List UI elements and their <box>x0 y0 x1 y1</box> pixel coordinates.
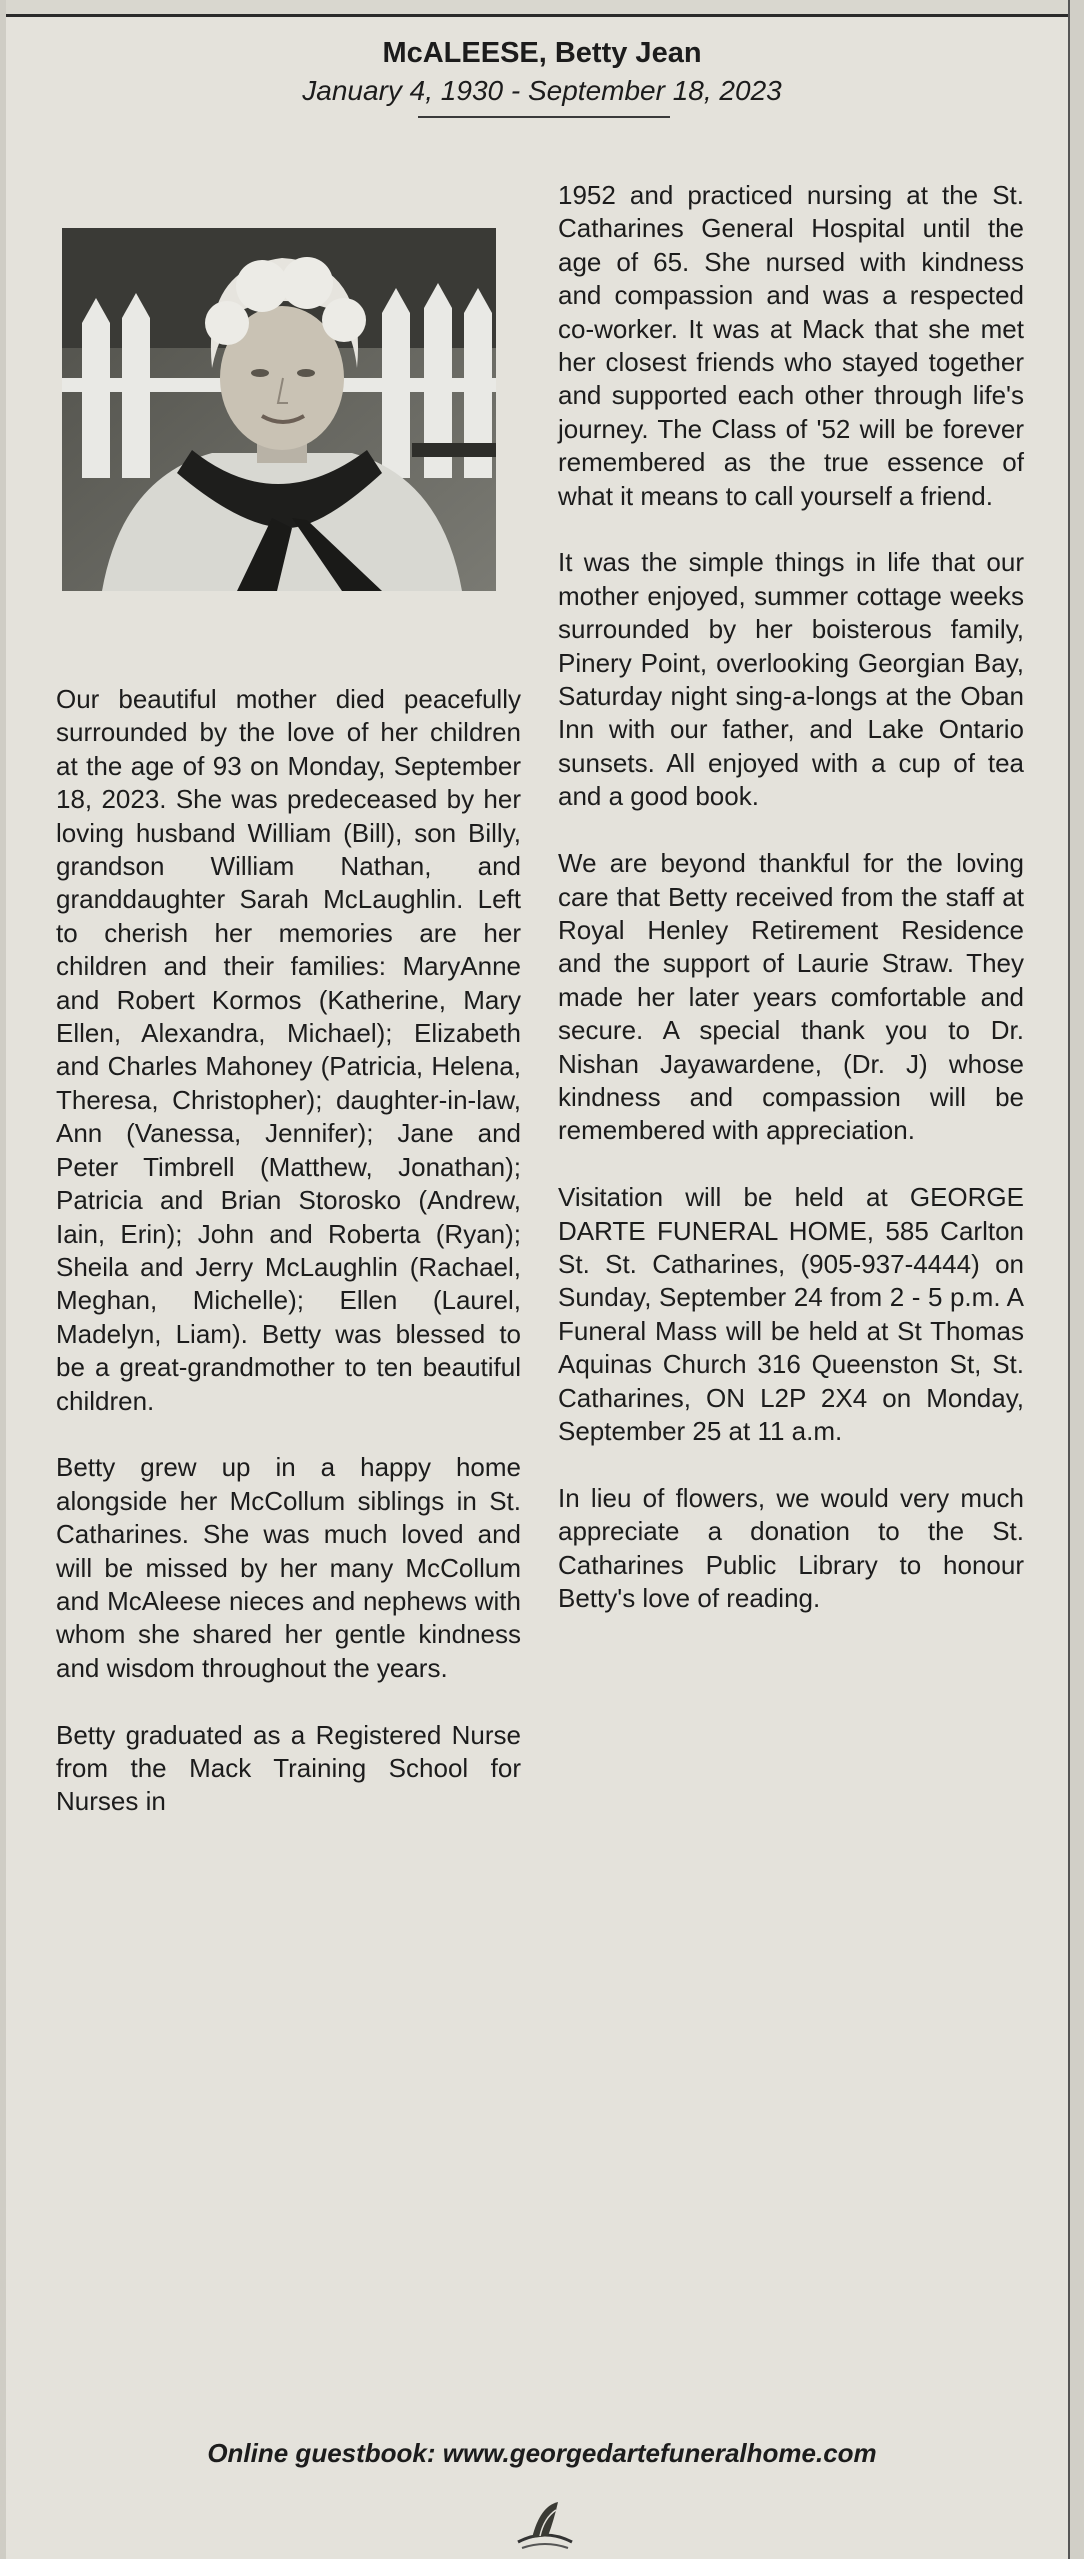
header-divider <box>418 116 670 118</box>
paragraph-early-life: Betty grew up in a happy home alongside her McCollum siblings in St. Catharines. She was much loved and will be missed by her many McCollum and McAleese nieces and nephews with whom she shared her gentle kindness and wisdom throughout the years. <box>56 1452 521 1683</box>
paragraph-donations: In lieu of flowers, we would very much appreciate a donation to the St. Catharines Public Library to honour Betty's love of reading. <box>558 1482 1024 1613</box>
portrait-photo <box>62 228 496 591</box>
adjacent-column-edge <box>1068 0 1084 2559</box>
paragraph-thanks: We are beyond thankful for the loving care that Betty received from the staff at Royal Henley Retirement Residence and the support of Laurie Straw. They made her later years comfortable and secure. A special thank you to Dr. Nishan Jayawardene, (Dr. J) whose kindness and compassion will be remembered with appreciation. <box>558 848 1024 1146</box>
top-border-rule <box>0 0 1084 17</box>
funeral-home-logo <box>510 2498 580 2554</box>
deceased-name: McALEESE, Betty Jean <box>382 37 702 69</box>
paragraph-simple-things: It was the simple things in life that our mother enjoyed, summer cottage weeks surrounded by her boisterous family, Pinery Point, overlooking Georgian Bay, Saturday night sing-a-longs at the Oban Inn with our father, and Lake Ontario sunsets. All enjoyed with a cup of tea and a good book. <box>558 547 1024 812</box>
paragraph-visitation: Visitation will be held at GEORGE DARTE FUNERAL HOME, 585 Carlton St. St. Catharines, (905-937-4444) on Sunday, September 24 from 2 - 5 p.m. A Funeral Mass will be held at St Thomas Aquinas Church 316 Queenston St, St. Catharines, ON L2P 2X4 on Monday, September 25 at 11 a.m. <box>558 1182 1024 1446</box>
obituary-header <box>0 34 1084 110</box>
online-guestbook-line: Online guestbook: www.georgedartefuneralhome.com <box>207 2438 877 2468</box>
left-text-column <box>56 683 521 1852</box>
paragraph-nursing-start: Betty graduated as a Registered Nurse from the Mack Training School for Nurses in <box>56 1719 521 1817</box>
left-page-edge <box>0 0 6 2559</box>
paragraph-nursing-career: 1952 and practiced nursing at the St. Catharines General Hospital until the age of 65. She nursed with kindness and compassion and was a respected co-worker. It was at Mack that she met her closest friends who stayed together and supported each other through life's journey. The Class of '52 will be forever remembered as the true essence of what it means to call yourself a friend. <box>558 180 1024 511</box>
right-text-column <box>558 179 1024 1649</box>
paragraph-death-notice: Our beautiful mother died peacefully surrounded by the love of her children at the age of 93 on Monday, September 18, 2023. She was predeceased by her loving husband William (Bill), son Billy, grandson William Nathan, and granddaughter Sarah McLaughlin. Left to cherish her memories are her children and their families: MaryAnne and Robert Kormos (Katherine, Mary Ellen, Alexandra, Michael); Elizabeth and Charles Mahoney (Patricia, Helena, Theresa, Christopher); daughter-in-law, Ann (Vanessa, Jennifer); Jane and Peter Timbrell (Matthew, Jonathan); Patricia and Brian Storosko (Andrew, Iain, Erin); John and Roberta (Ryan); Sheila and Jerry McLaughlin (Rachael, Meghan, Michelle); Ellen (Laurel, Madelyn, Liam). Betty was blessed to be a great-grandmother to ten beautiful children. <box>56 684 521 1416</box>
life-dates: January 4, 1930 - September 18, 2023 <box>302 75 782 106</box>
